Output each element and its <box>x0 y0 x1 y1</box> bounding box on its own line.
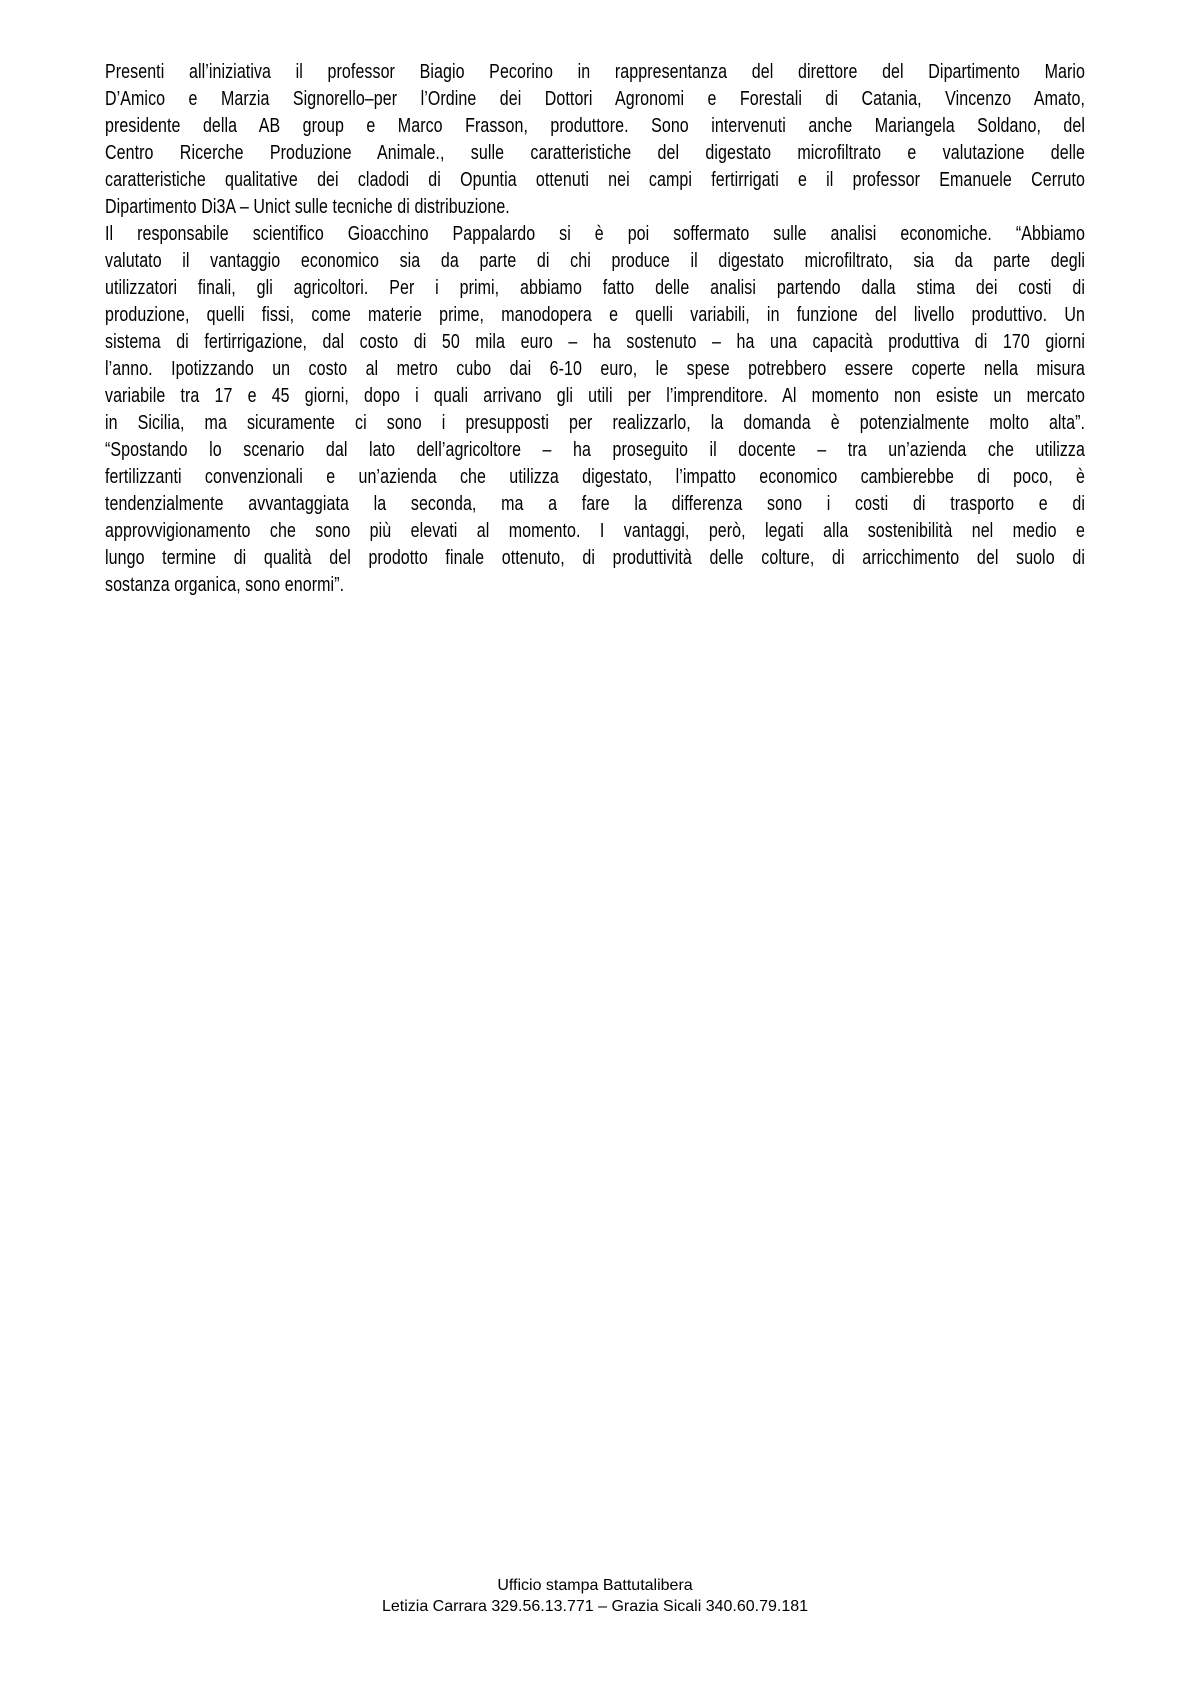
body-text-line: sistema di fertirrigazione, dal costo di 50 mila euro – ha sostenuto – ha una capacità produttiva di 170 giorni <box>105 331 1085 353</box>
footer-line-press-office: Ufficio stampa Battutalibera <box>497 1577 693 1594</box>
body-text-line: caratteristiche qualitative dei cladodi di Opuntia ottenuti nei campi fertirrigati e il professor Emanuele Cerruto <box>105 169 1085 191</box>
press-release-body <box>105 59 1085 599</box>
body-text-line: produzione, quelli fissi, come materie prime, manodopera e quelli variabili, in funzione del livello produttivo. Un <box>105 304 1085 326</box>
body-text-line: D’Amico e Marzia Signorello–per l’Ordine dei Dottori Agronomi e Forestali di Catania, Vincenzo Amato, <box>105 88 1085 110</box>
body-text-line: Il responsabile scientifico Gioacchino Pappalardo si è poi soffermato sulle analisi economiche. “Abbiamo <box>105 223 1085 245</box>
body-text-line: Dipartimento Di3A – Unict sulle tecniche di distribuzione. <box>105 196 510 218</box>
body-text-line: approvvigionamento che sono più elevati al momento. I vantaggi, però, legati alla sostenibilità nel medio e <box>105 520 1085 542</box>
body-text-line: variabile tra 17 e 45 giorni, dopo i quali arrivano gli utili per l’imprenditore. Al momento non esiste un mercato <box>105 385 1085 407</box>
body-text-line: lungo termine di qualità del prodotto finale ottenuto, di produttività delle colture, di arricchimento del suolo di <box>105 547 1085 569</box>
page-footer <box>0 1575 1190 1617</box>
body-text-line: Centro Ricerche Produzione Animale., sulle caratteristiche del digestato microfiltrato e valutazione delle <box>105 142 1085 164</box>
paragraph <box>105 59 1085 221</box>
body-text-line: sostanza organica, sono enormi”. <box>105 574 345 596</box>
footer-line-contacts: Letizia Carrara 329.56.13.771 – Grazia Sicali 340.60.79.181 <box>381 1598 809 1615</box>
body-text-line: valutato il vantaggio economico sia da parte di chi produce il digestato microfiltrato, sia da parte degli <box>105 250 1085 272</box>
body-text-line: presidente della AB group e Marco Frasson, produttore. Sono intervenuti anche Mariangela Soldano, del <box>105 115 1085 137</box>
body-text-line: utilizzatori finali, gli agricoltori. Per i primi, abbiamo fatto delle analisi partendo dalla stima dei costi di <box>105 277 1085 299</box>
body-text-line: Presenti all’iniziativa il professor Biagio Pecorino in rappresentanza del direttore del Dipartimento Mario <box>105 61 1085 83</box>
body-text-line: fertilizzanti convenzionali e un’azienda che utilizza digestato, l’impatto economico cambierebbe di poco, è <box>105 466 1085 488</box>
body-text-line: in Sicilia, ma sicuramente ci sono i presupposti per realizzarlo, la domanda è potenzialmente molto alta”. <box>105 412 1085 434</box>
body-text-line: l’anno. Ipotizzando un costo al metro cubo dai 6-10 euro, le spese potrebbero essere coperte nella misura <box>105 358 1085 380</box>
body-text-line: tendenzialmente avvantaggiata la seconda, ma a fare la differenza sono i costi di trasporto e di <box>105 493 1085 515</box>
body-text-line: “Spostando lo scenario dal lato dell’agricoltore – ha proseguito il docente – tra un’azienda che utilizza <box>105 439 1085 461</box>
paragraph <box>105 221 1085 599</box>
